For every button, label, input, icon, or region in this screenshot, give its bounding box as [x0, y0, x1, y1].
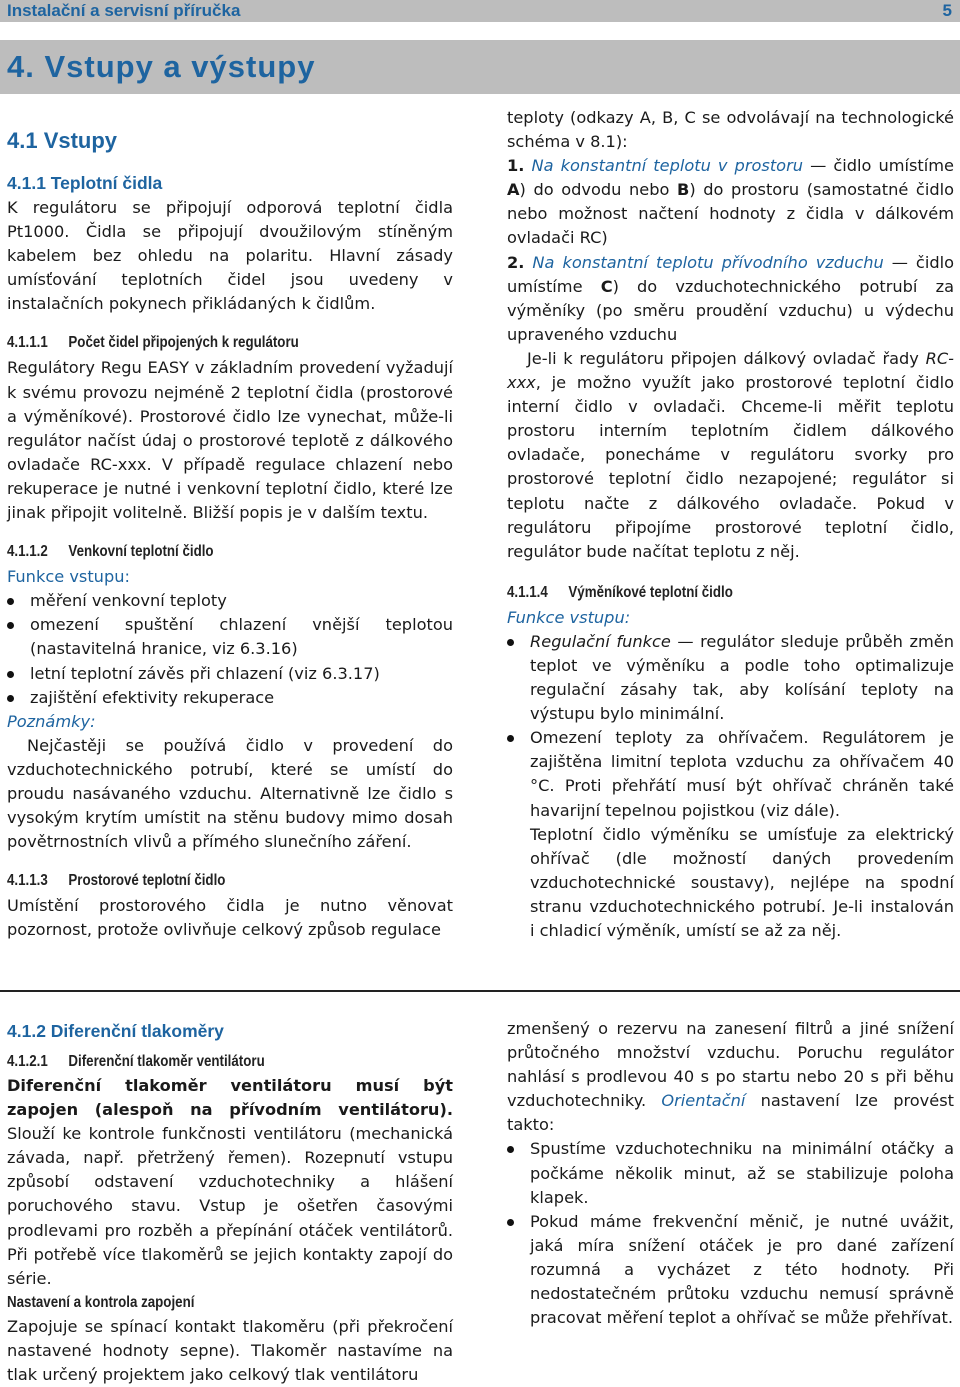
paragraph-continued — [507, 1017, 954, 1137]
heading-text: Prostorové teplotní čidlo — [68, 872, 226, 890]
heading-number: 4.1.1.4 — [507, 583, 548, 601]
ref-a: A — [507, 180, 520, 200]
bullet-list-venkovni — [7, 589, 453, 709]
chapter-banner — [0, 40, 960, 94]
text-run: nastavení lze provést takto: — [507, 1091, 954, 1135]
item-text: ) do odvodu nebo — [519, 180, 678, 200]
heading-number: 4.1.1.1 — [7, 334, 48, 352]
heading-text: Počet čidel připojených k regulátoru — [68, 334, 299, 352]
left-column — [7, 126, 453, 942]
list-item: Pokud máme frekvenční měnič, je nutné uvážit, jaká míra snížení otáček je pro dané zařízení rozumná a vycházet z této hodnoty. Při nedostatečném průtoku vzduchu nemusí správně pracovat měření teplot a ohřívač se může přehřívat. — [507, 1210, 954, 1330]
numbered-item-2 — [507, 251, 954, 347]
section-heading-4-1-1-1 — [7, 330, 391, 356]
paragraph-nastaveni: Zapojuje se spínací kontakt tlakoměru (při překročení nastavené hodnoty sepne). Tlakoměr nastavíme na tlak určený projektem jako celkový tlak ventilátoru — [7, 1316, 453, 1385]
section-heading-4-1-1: 4.1.1 Teplotní čidla — [7, 173, 163, 193]
heading-number: 4.1.2.1 — [7, 1053, 48, 1070]
list-item: omezení spuštění chlazení vnější teplotou (nastavitelná hranice, viz 6.3.16) — [7, 613, 453, 661]
heading-text: Diferenční tlakoměr ventilátoru — [68, 1053, 265, 1070]
text-run: , je možno využít jako prostorové teplotní čidlo interní čidlo v ovladači. Chceme-li měřit teplotu prostoru interním teplotním čidlem dálkového ovladače, ponecháme v regulátoru svorky pro prostorové teplotní čidlo nezapojené; regulátor si teplotu načte z dálkového ovladače. Pokud v regulátoru připojíme prostorové teplotní čidlo, regulátor bude načítat teplotu z něj. — [507, 373, 954, 561]
section-heading-4-1-2: 4.1.2 Diferenční tlakoměry — [7, 1021, 224, 1041]
heading-number: 4.1.1.3 — [7, 872, 48, 890]
item-text: — čidlo umístíme — [803, 156, 954, 176]
item-number: 2. — [507, 252, 525, 272]
list-item: zajištění efektivity rekuperace — [7, 686, 453, 710]
list-item: měření venkovní teploty — [7, 589, 453, 613]
paragraph-prostorove: Umístění prostorového čidla je nutno věnovat pozornost, protože ovlivňuje celkový způsob regulace — [7, 896, 453, 940]
list-item — [507, 726, 954, 943]
page-number: 5 — [942, 1, 952, 20]
item-text: — čidlo umístíme — [507, 252, 954, 296]
paragraph-continued: teploty (odkazy A, B, C se odvolávají na technologické schéma v 8.1): — [507, 108, 954, 152]
item-emphasis: Regulační funkce — [530, 631, 671, 651]
bottom-left-column — [7, 1018, 453, 1387]
ref-b: B — [677, 180, 690, 200]
item-text: Omezení teploty za ohřívačem. Regulátorem je zajištěna limitní teplota vzduchu za ohřívačem 40 °C. Proti přehřátí musí být ohřívač chráněn také havarijní tepelnou pojistkou (viz dále). — [530, 728, 954, 820]
section-divider — [0, 990, 960, 992]
text-run: zmenšený o rezervu na zanesení filtrů a jiné snížení průtočného množství vzduchu. Poruchu regulátor nahlásí s prodlevou 40 s po startu nebo 20 s při běhu vzduchotechniky. — [507, 1019, 954, 1111]
heading-number: 4.1.1.2 — [7, 543, 48, 561]
item-emphasis: Na konstantní teplotu přívodního vzduchu — [532, 252, 884, 272]
paragraph-teplotni-cidla: K regulátoru se připojují odporová teplotní čidla Pt1000. Čidla se připojují dvoužilovým stíněným kabelem bez ohledu na polaritu. Hlavní zásady umísťování teplotních čidel jsou uvedeny v instalačních pokynech přikládaných k čidlům. — [7, 198, 453, 314]
subheading-nastaveni: Nastavení a kontrola zapojení — [7, 1293, 195, 1311]
list-item: Spustíme vzduchotechniku na minimální otáčky a počkáme několik minut, až se stabilizuje poloha klapek. — [507, 1137, 954, 1209]
item-number: 1. — [507, 156, 525, 176]
text-run: Je-li k regulátoru připojen dálkový ovladač řady — [527, 348, 926, 368]
ref-c: C — [600, 276, 613, 296]
running-header — [0, 0, 960, 22]
bullet-list-nastaveni — [507, 1137, 954, 1330]
item-text: ) do vzduchotechnického potrubí za výměníky (po směru proudění vzduchu) u výdechu upraveného vzduchu — [507, 276, 954, 344]
paragraph-rc — [507, 347, 954, 564]
chapter-title: 4. Vstupy a výstupy — [7, 49, 316, 84]
numbered-item-1 — [507, 154, 954, 250]
paragraph-pocet-cidel: Regulátory Regu EASY v základním provedení vyžadují k svému provozu nejméně 2 teplotní čidla (prostorové a výměníkové). Prostorové čidlo lze vynechat, může-li regulátor načíst údaj o prostorové teplotě z dálkového ovladače RC-xxx. V případě regulace chlazení nebo rekuperace je nutné i venkovní teplotní čidlo, které lze jinak připojit volitelně. Bližší popis je v dalším textu. — [7, 358, 453, 523]
text-run: Slouží ke kontrole funkčnosti ventilátoru (mechanická závada, např. přetržený řemen). Rozepnutí vstupu způsobí odstavení vzduchotechniky a hlášení poruchového stavu. Vstup je ošetřen časovými prodlevami pro rozběh a přepínání otáček ventilátorů. Při potřebě více tlakoměrů se jejich kontakty zapojí do série. — [7, 1124, 453, 1288]
heading-text: Výměníkové teplotní čidlo — [568, 583, 733, 601]
list-item — [507, 630, 954, 726]
right-column — [507, 106, 954, 943]
bullet-list-vymenik — [507, 630, 954, 943]
funkce-vstupu-label: Funkce vstupu: — [7, 567, 130, 587]
section-heading-4-1-2-1 — [7, 1050, 391, 1074]
text-run-italic: RC-xxx — [507, 348, 954, 393]
text-run-italic: Orientační — [661, 1091, 746, 1111]
paragraph-tlakomer — [7, 1074, 453, 1291]
list-item: letní teplotní závěs při chlazení (viz 6.3.17) — [7, 662, 453, 686]
section-heading-4-1-1-4 — [507, 580, 891, 606]
poznamky-label: Poznámky: — [7, 711, 96, 731]
bottom-right-column — [507, 1017, 954, 1330]
item-subparagraph: Teplotní čidlo výměníku se umísťuje za elektrický ohřívač (dle možností daných provedením vzduchotechnické soustavy), nejlépe na spodní stranu vzduchotechnického potrubí. Je-li instalován i chladicí výměník, umístí se až za něj. — [530, 824, 954, 940]
heading-text: Venkovní teplotní čidlo — [68, 543, 214, 561]
funkce-vstupu-label: Funkce vstupu: — [507, 607, 631, 627]
item-emphasis: Na konstantní teplotu v prostoru — [531, 156, 803, 176]
section-heading-4-1: 4.1 Vstupy — [7, 128, 118, 153]
item-text: — regulátor sleduje průběh změn teplot ve výměníku a podle toho optimalizuje regulační zásahy tak, aby kolísání teploty na výstupu bylo minimální. — [530, 631, 954, 724]
section-heading-4-1-1-3 — [7, 868, 391, 894]
paragraph-poznamky: Nejčastěji se používá čidlo v provedení do vzduchotechnického potrubí, které se umístí do proudu nasávaného vzduchu. Alternativně lze čidlo s vysokým krytím umístit na stěnu budovy mimo dosah povětrnostních vlivů a přímého slunečního záření. — [7, 735, 453, 852]
item-text: ) do prostoru (samostatné čidlo nebo možnost načtení hodnoty z čidla v dálkovém ovladači RC) — [507, 180, 954, 248]
section-heading-4-1-1-2 — [7, 539, 391, 565]
text-run-bold: Diferenční tlakoměr ventilátoru musí být zapojen (alespoň na přívodním ventilátoru). — [7, 1076, 453, 1120]
running-header-title: Instalační a servisní příručka — [7, 1, 241, 20]
